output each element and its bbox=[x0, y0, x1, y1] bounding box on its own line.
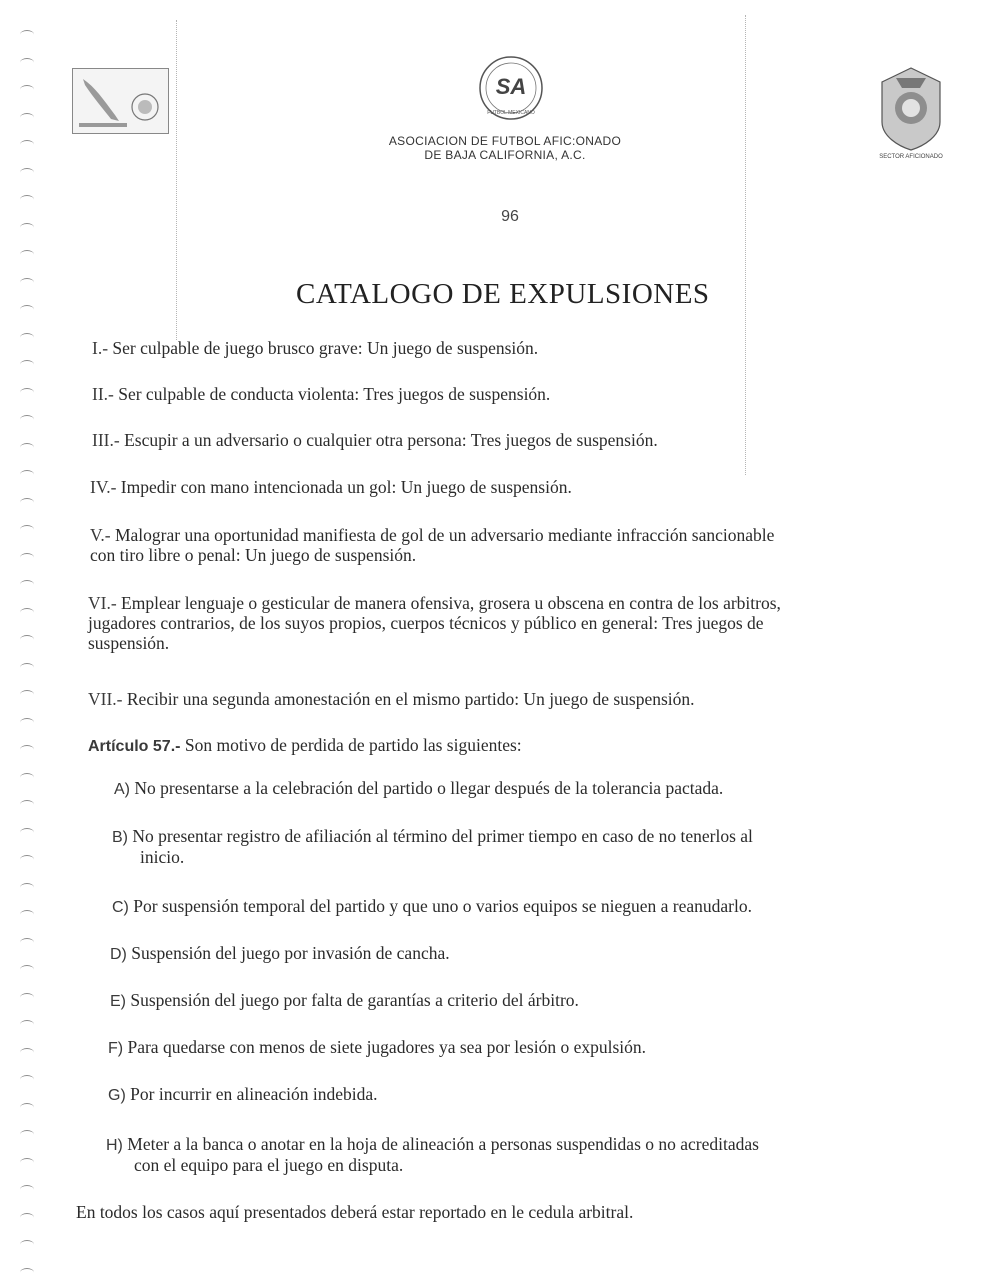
binder-hole bbox=[20, 690, 34, 699]
binder-hole bbox=[20, 1048, 34, 1057]
item-text: inicio. bbox=[140, 847, 185, 867]
article-item-d bbox=[110, 944, 450, 964]
expulsion-item-1 bbox=[92, 339, 538, 358]
item-number: III.- bbox=[92, 430, 120, 450]
item-number: I.- bbox=[92, 338, 109, 358]
expulsion-item-7 bbox=[88, 690, 695, 709]
binder-hole bbox=[20, 1268, 34, 1277]
sa-logo bbox=[474, 54, 548, 122]
catalog-title: CATALOGO DE EXPULSIONES bbox=[296, 278, 710, 310]
binder-hole bbox=[20, 1240, 34, 1249]
binder-hole bbox=[20, 773, 34, 782]
item-text: con tiro libre o penal: Un juego de suspensión. bbox=[90, 545, 417, 565]
item-text: Recibir una segunda amonestación en el mismo partido: Un juego de suspensión. bbox=[126, 689, 695, 709]
binder-hole bbox=[20, 140, 34, 149]
binder-hole bbox=[20, 800, 34, 809]
binder-hole bbox=[20, 168, 34, 177]
binder-hole bbox=[20, 333, 34, 342]
item-text: Por suspensión temporal del partido y que uno o varios equipos se nieguen a reanudarlo. bbox=[133, 896, 752, 916]
item-text: Suspensión del juego por falta de garantías a criterio del árbitro. bbox=[130, 990, 579, 1010]
article-label: Artículo 57.- bbox=[88, 738, 181, 755]
binder-hole bbox=[20, 223, 34, 232]
binder-hole bbox=[20, 883, 34, 892]
binder-hole bbox=[20, 1130, 34, 1139]
expulsion-item-5-cont bbox=[90, 546, 416, 565]
binder-hole bbox=[20, 1103, 34, 1112]
article-item-c bbox=[112, 897, 752, 917]
article-item-h bbox=[106, 1135, 759, 1155]
item-number: VI.- bbox=[88, 593, 117, 613]
binder-hole bbox=[20, 1158, 34, 1167]
item-text: Por incurrir en alineación indebida. bbox=[130, 1084, 378, 1104]
binder-hole bbox=[20, 718, 34, 727]
article-item-b-cont bbox=[140, 848, 184, 867]
map-logo bbox=[72, 68, 169, 134]
binder-hole bbox=[20, 855, 34, 864]
item-text: Malograr una oportunidad manifiesta de gol de un adversario mediante infracción sancionable bbox=[114, 525, 775, 545]
binder-hole bbox=[20, 553, 34, 562]
item-text: No presentarse a la celebración del partido o llegar después de la tolerancia pactada. bbox=[134, 778, 724, 798]
expulsion-item-3 bbox=[92, 431, 658, 450]
scan-mark bbox=[745, 15, 746, 475]
binder-hole bbox=[20, 113, 34, 122]
org-name-line1: ASOCIACION DE FUTBOL AFIC:ONADO bbox=[388, 134, 622, 148]
item-number: V.- bbox=[90, 525, 111, 545]
binder-hole bbox=[20, 525, 34, 534]
binder-hole bbox=[20, 965, 34, 974]
article-heading bbox=[88, 736, 522, 756]
binder-hole bbox=[20, 30, 34, 39]
item-text: Meter a la banca o anotar en la hoja de alineación a personas suspendidas o no acreditadas bbox=[127, 1134, 759, 1154]
item-letter: A) bbox=[114, 781, 130, 798]
binder-hole bbox=[20, 415, 34, 424]
expulsion-item-4 bbox=[90, 478, 572, 497]
item-text: Ser culpable de juego brusco grave: Un juego de suspensión. bbox=[112, 338, 539, 358]
item-letter: F) bbox=[108, 1040, 124, 1057]
item-letter: B) bbox=[112, 829, 128, 846]
article-item-f bbox=[108, 1038, 646, 1058]
article-item-g bbox=[108, 1085, 378, 1105]
binder-hole bbox=[20, 1213, 34, 1222]
org-name-line2: DE BAJA CALIFORNIA, A.C. bbox=[424, 148, 586, 162]
expulsion-item-6-cont1 bbox=[88, 614, 764, 633]
binder-hole bbox=[20, 993, 34, 1002]
article-text: Son motivo de perdida de partido las siguientes: bbox=[184, 735, 522, 755]
article-item-b bbox=[112, 827, 753, 847]
expulsion-item-2 bbox=[92, 385, 550, 404]
binder-holes bbox=[0, 0, 40, 1280]
binder-hole bbox=[20, 745, 34, 754]
expulsion-item-5 bbox=[90, 526, 774, 545]
item-letter: H) bbox=[106, 1137, 123, 1154]
item-text: No presentar registro de afiliación al término del primer tiempo en caso de no tenerlos al bbox=[132, 826, 753, 846]
binder-hole bbox=[20, 360, 34, 369]
binder-hole bbox=[20, 470, 34, 479]
item-text: Escupir a un adversario o cualquier otra persona: Tres juegos de suspensión. bbox=[124, 430, 658, 450]
binder-hole bbox=[20, 498, 34, 507]
item-text: Impedir con mano intencionada un gol: Un juego de suspensión. bbox=[120, 477, 572, 497]
binder-hole bbox=[20, 608, 34, 617]
article-item-e bbox=[110, 991, 579, 1011]
seal-caption: SECTOR AFICIONADO bbox=[879, 154, 943, 160]
binder-hole bbox=[20, 58, 34, 67]
binder-hole bbox=[20, 580, 34, 589]
article-item-h-cont bbox=[134, 1156, 403, 1175]
binder-hole bbox=[20, 388, 34, 397]
item-letter: D) bbox=[110, 946, 127, 963]
binder-hole bbox=[20, 305, 34, 314]
item-text: Suspensión del juego por invasión de cancha. bbox=[131, 943, 450, 963]
binder-hole bbox=[20, 443, 34, 452]
item-number: VII.- bbox=[88, 689, 123, 709]
expulsion-item-6-cont2 bbox=[88, 634, 169, 653]
binder-hole bbox=[20, 278, 34, 287]
closing-statement: En todos los casos aquí presentados deberá estar reportado en le cedula arbitral. bbox=[76, 1202, 634, 1222]
item-text: Emplear lenguaje o gesticular de manera ofensiva, grosera u obscena en contra de los arbitros, bbox=[121, 593, 781, 613]
binder-hole bbox=[20, 250, 34, 259]
page-number: 96 bbox=[501, 208, 519, 225]
binder-hole bbox=[20, 85, 34, 94]
binder-hole bbox=[20, 910, 34, 919]
item-text: Ser culpable de conducta violenta: Tres juegos de suspensión. bbox=[118, 384, 551, 404]
binder-hole bbox=[20, 1020, 34, 1029]
item-letter: G) bbox=[108, 1087, 126, 1104]
item-text: jugadores contrarios, de los suyos propios, cuerpos técnicos y público en general: Tres juegos de bbox=[88, 613, 764, 633]
binder-hole bbox=[20, 938, 34, 947]
item-text: con el equipo para el juego en disputa. bbox=[134, 1155, 404, 1175]
item-text: suspensión. bbox=[88, 633, 170, 653]
sa-logo-ring-text: FUTBOL MEXICANO bbox=[487, 110, 535, 116]
item-text: Para quedarse con menos de siete jugadores ya sea por lesión o expulsión. bbox=[127, 1037, 647, 1057]
sa-logo-text: SA bbox=[495, 74, 527, 99]
federation-seal bbox=[874, 64, 948, 164]
item-letter: C) bbox=[112, 899, 129, 916]
binder-hole bbox=[20, 1075, 34, 1084]
item-number: II.- bbox=[92, 384, 114, 404]
binder-hole bbox=[20, 635, 34, 644]
item-number: IV.- bbox=[90, 477, 117, 497]
item-letter: E) bbox=[110, 993, 126, 1010]
binder-hole bbox=[20, 1185, 34, 1194]
scan-mark bbox=[176, 20, 177, 340]
binder-hole bbox=[20, 195, 34, 204]
binder-hole bbox=[20, 663, 34, 672]
article-item-a bbox=[114, 779, 723, 799]
binder-hole bbox=[20, 828, 34, 837]
expulsion-item-6 bbox=[88, 594, 781, 613]
